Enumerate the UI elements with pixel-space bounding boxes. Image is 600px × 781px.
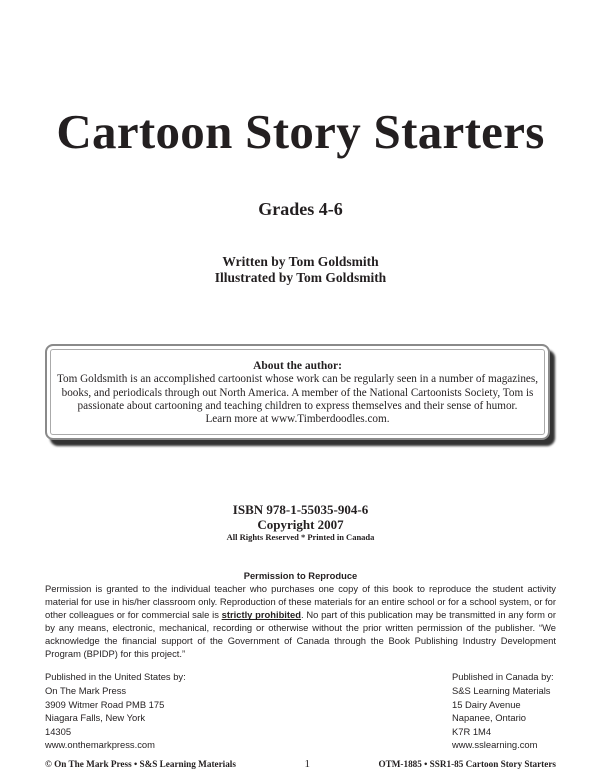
- permission-text-start: Permission is granted to the individual teacher who purchases one copy of this book to reproduce the student activity material for use in his/her classroom only. Reproduction of these materials for an entire school or for a school system, or for other colleagues or for commercial sale is: [45, 583, 556, 621]
- permission-section: [45, 569, 556, 660]
- footer: [45, 758, 556, 771]
- page-number: 1: [304, 758, 310, 771]
- illustrated-by: Illustrated by Tom Goldsmith: [214, 270, 387, 285]
- footer-left: © On The Mark Press • S&S Learning Materials: [45, 759, 236, 770]
- permission-text-end: . No part of this publication may be transmitted in any form or by any means, electronic, mechanical, recording or otherwise without the prior written permission of the publisher. “We acknowledge the financial support of the Government of Canada through the Book Publishing Industry Development Program (BPIDP) for this project.”: [45, 609, 556, 660]
- about-line: books, and periodicals through out North America. A member of the National Cartoonists Society, Tom is: [61, 386, 534, 399]
- publisher-us-line: 3909 Witmer Road PMB 175: [45, 698, 165, 710]
- permission-heading: Permission to Reproduce: [243, 570, 358, 582]
- publishers: [45, 670, 556, 752]
- written-by: Written by Tom Goldsmith: [222, 254, 379, 269]
- publisher-us-line: 14305: [45, 725, 72, 737]
- publisher-us: [45, 670, 186, 752]
- publisher-ca-line: Napanee, Ontario: [452, 712, 527, 724]
- publisher-us-line: Niagara Falls, New York: [45, 712, 146, 724]
- about-author-box: [45, 344, 550, 440]
- grade-level: Grades 4-6: [258, 199, 343, 219]
- about-line: passionate about cartooning and teaching children to express themselves and their sense of humor.: [77, 399, 518, 412]
- publisher-ca-line: 15 Dairy Avenue: [452, 698, 521, 710]
- publisher-us-line: Published in the United States by:: [45, 671, 186, 683]
- publisher-ca-website: www.sslearning.com: [452, 739, 538, 751]
- strictly-prohibited: strictly prohibited: [221, 609, 301, 621]
- copyright: Copyright 2007: [257, 517, 344, 533]
- publisher-us-line: On The Mark Press: [45, 685, 127, 697]
- book-title: Cartoon Story Starters: [56, 104, 545, 159]
- credits: [45, 254, 556, 286]
- isbn: ISBN 978-1-55035-904-6: [232, 502, 369, 518]
- permission-text: [45, 582, 556, 660]
- publisher-ca-line: S&S Learning Materials: [452, 685, 551, 697]
- footer-right: OTM-1885 • SSR1-85 Cartoon Story Starters: [378, 759, 556, 770]
- publisher-us-website: www.onthemarkpress.com: [45, 739, 155, 751]
- publisher-ca-line: K7R 1M4: [452, 725, 492, 737]
- publisher-ca-line: Published in Canada by:: [452, 671, 554, 683]
- about-line: Tom Goldsmith is an accomplished cartoonist whose work can be regularly seen in a number of magazines,: [56, 373, 539, 386]
- publisher-canada: [452, 670, 556, 752]
- about-heading: About the author:: [253, 360, 342, 372]
- publication-info: [45, 502, 556, 543]
- about-line: Learn more at www.Timberdoodles.com.: [205, 413, 390, 426]
- rights-notice: All Rights Reserved * Printed in Canada: [226, 532, 375, 543]
